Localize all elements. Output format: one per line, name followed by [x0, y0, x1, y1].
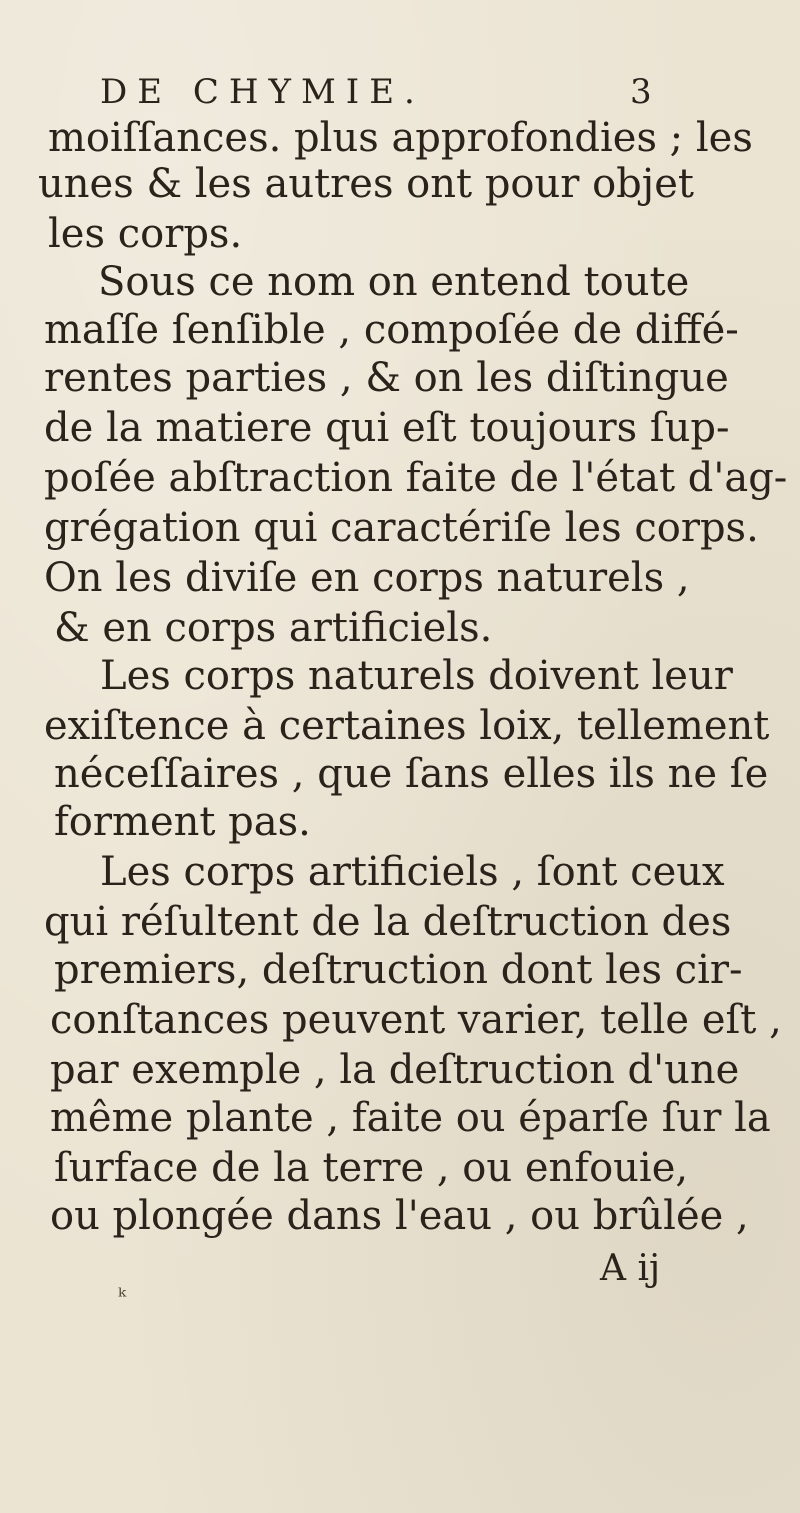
text-line: unes & les autres ont pour objet: [38, 161, 694, 207]
ink-speck: ᵏ: [118, 1285, 127, 1310]
text-line: exiſtence à certaines loix, tellement: [44, 703, 770, 749]
text-line: forment pas.: [54, 799, 311, 845]
text-line: conſtances peuvent varier, telle eſt ,: [50, 997, 782, 1043]
text-line: premiers, deſtruction dont les cir-: [54, 947, 743, 993]
text-line: maſſe ſenſible , compoſée de diffé-: [44, 307, 739, 353]
running-title: DE CHYMIE.: [100, 72, 425, 112]
text-line: de la matiere qui eſt toujours ſup-: [44, 405, 730, 451]
text-line: par exemple , la deſtruction d'une: [50, 1047, 740, 1093]
page-mark: 3: [630, 72, 652, 112]
text-line: même plante , faite ou éparſe ſur la: [50, 1095, 771, 1141]
running-header: [100, 72, 660, 112]
text-line: Les corps artificiels , ſont ceux: [100, 849, 725, 895]
text-line: grégation qui caractériſe les corps.: [44, 505, 759, 551]
text-line: néceſſaires , que ſans elles ils ne ſe: [54, 751, 769, 797]
text-line: On les diviſe en corps naturels ,: [44, 555, 690, 601]
text-line: les corps.: [48, 211, 243, 257]
text-line: poſée abſtraction faite de l'état d'ag-: [44, 455, 788, 501]
text-line: Sous ce nom on entend toute: [98, 259, 690, 305]
text-line: qui réſultent de la deſtruction des: [44, 899, 732, 945]
text-line: & en corps artificiels.: [54, 605, 493, 651]
text-line: rentes parties , & on les diſtingue: [44, 355, 729, 401]
text-line: moiſſances. plus approfondies ; les: [48, 115, 753, 161]
text-line: ſurface de la terre , ou enfouie,: [54, 1145, 689, 1191]
text-line: Les corps naturels doivent leur: [100, 653, 733, 699]
text-line: ou plongée dans l'eau , ou brûlée ,: [50, 1193, 749, 1239]
signature-mark: A ij: [600, 1248, 661, 1289]
